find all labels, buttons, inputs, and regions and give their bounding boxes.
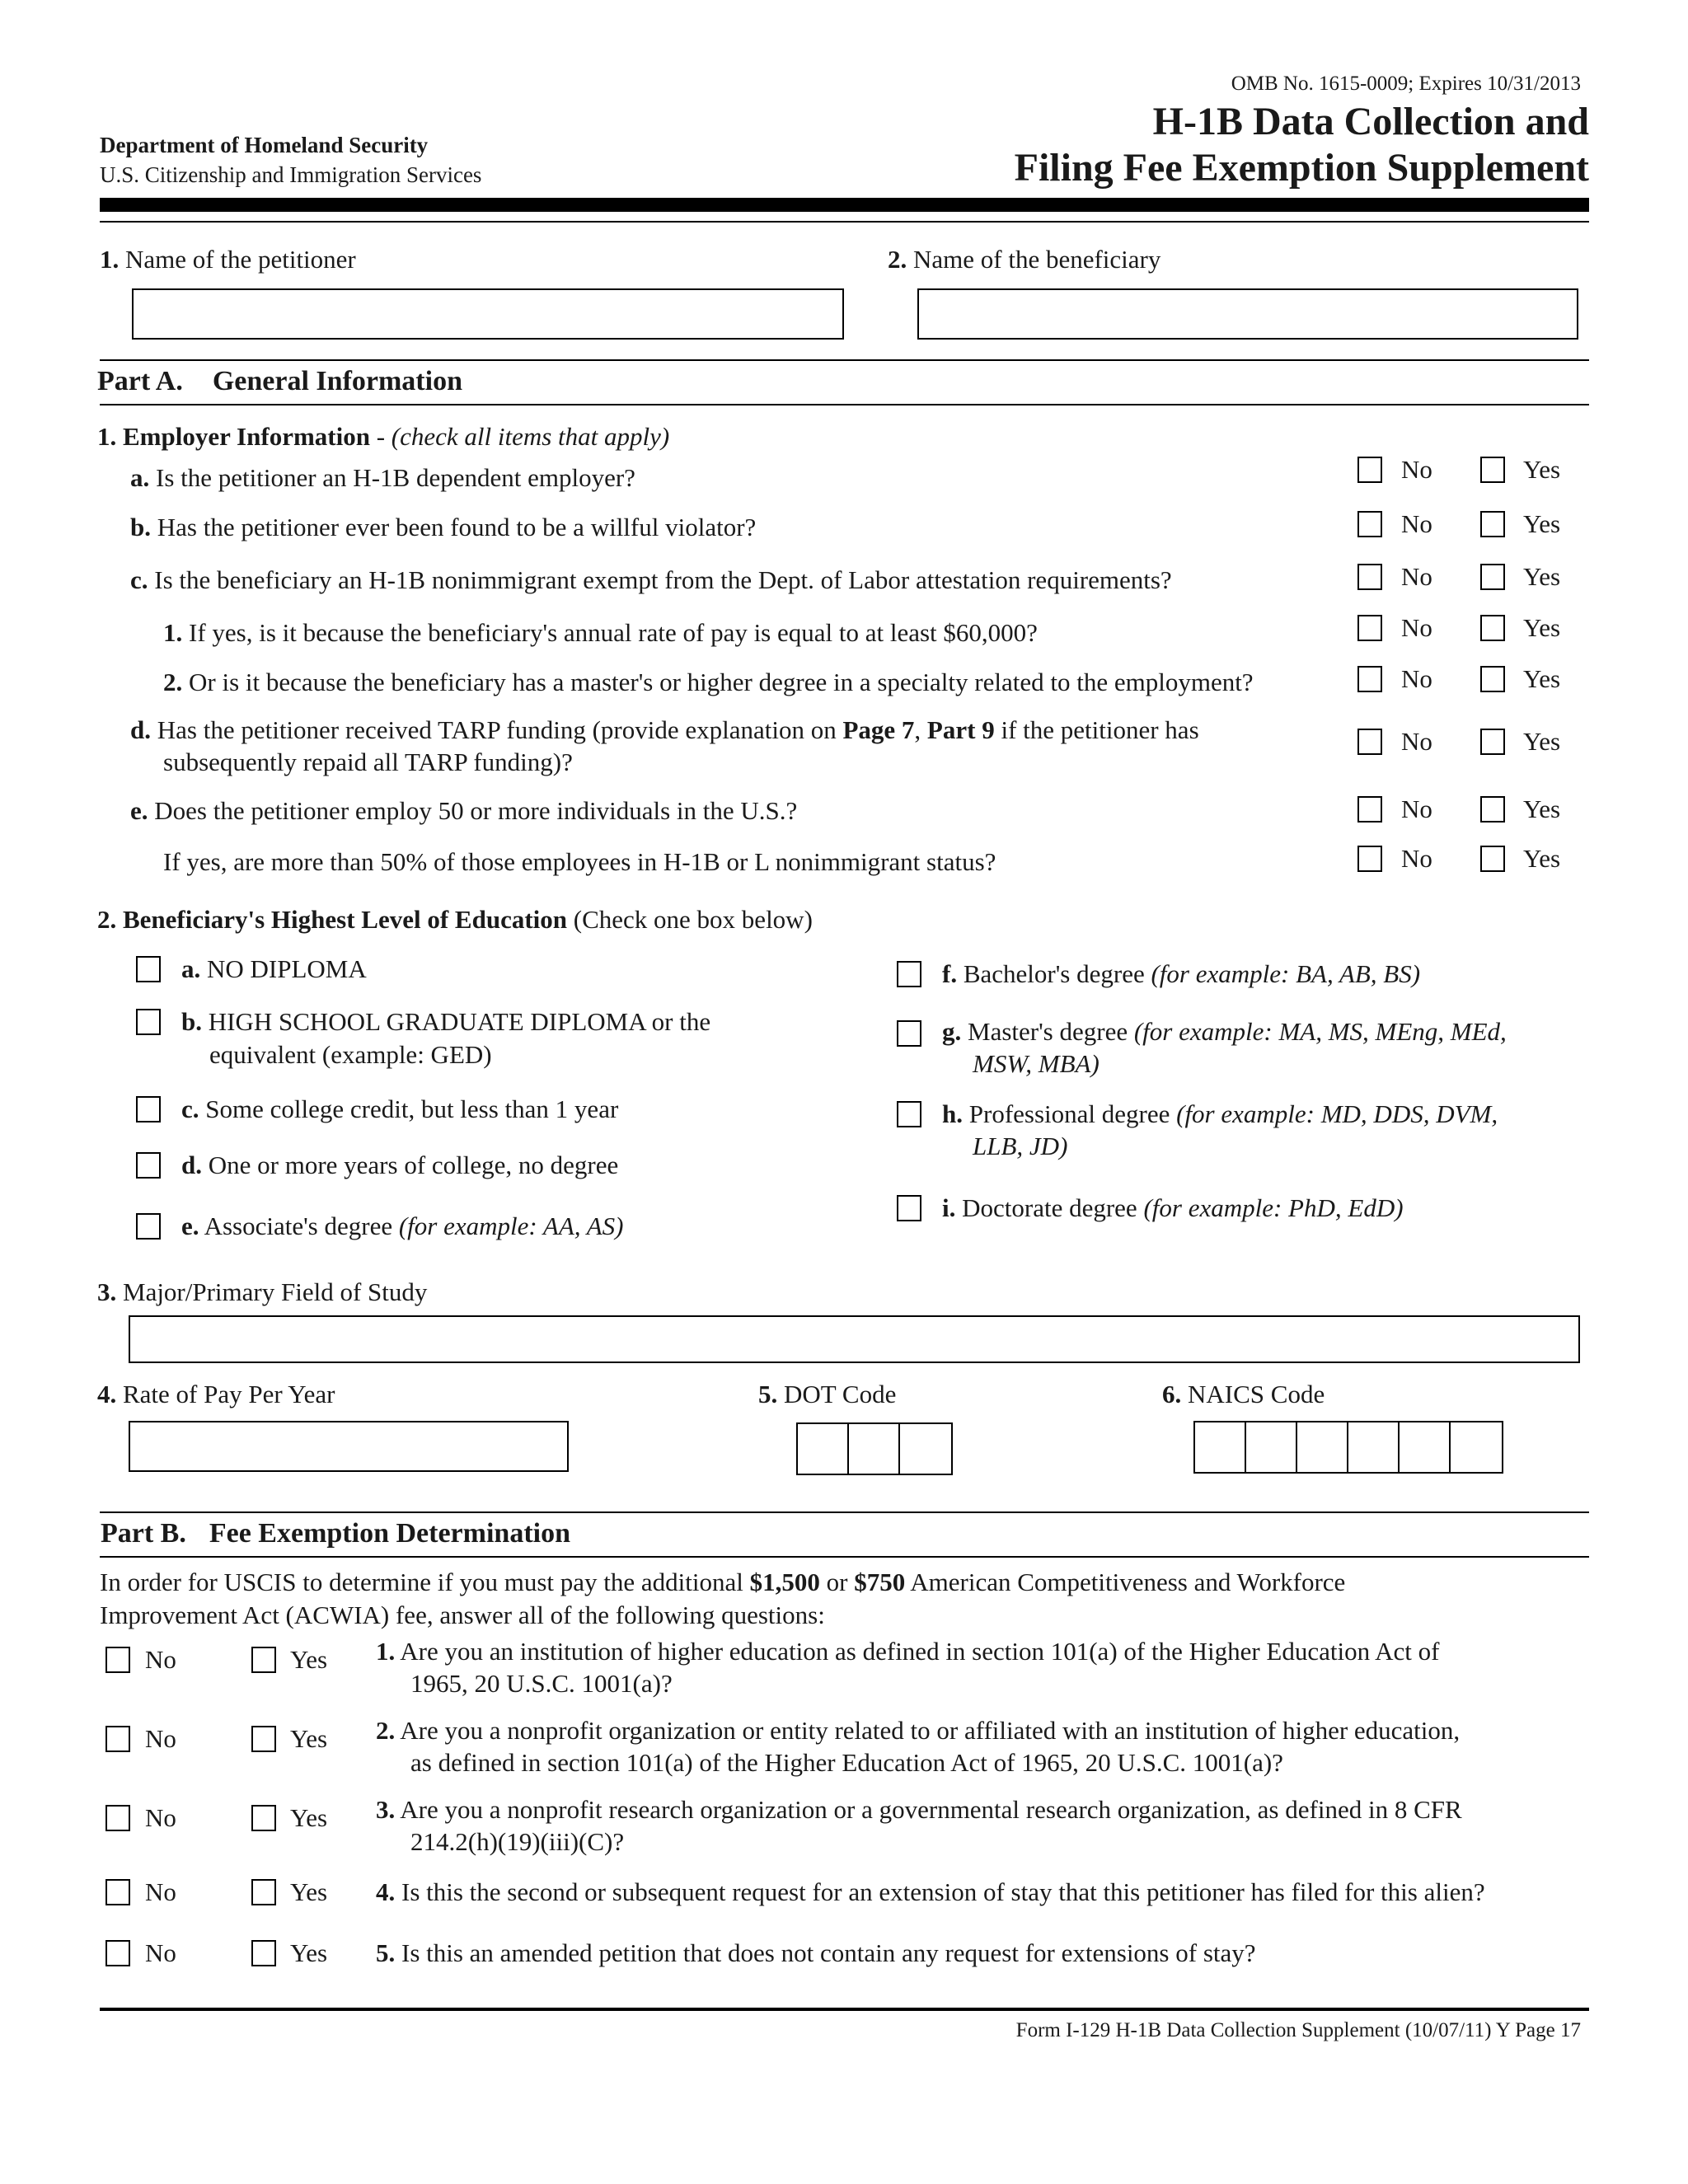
naics-code-cell[interactable] xyxy=(1400,1422,1451,1472)
dot-code-label: 5. DOT Code xyxy=(758,1380,897,1408)
q1a-no-label: No xyxy=(1401,455,1432,484)
naics-code-cell[interactable] xyxy=(1246,1422,1297,1472)
field-of-study-label: 3. Major/Primary Field of Study xyxy=(97,1277,428,1306)
b1-no-checkbox[interactable] xyxy=(106,1647,130,1673)
dot-code-cell[interactable] xyxy=(849,1424,900,1474)
education-d-label: d. One or more years of college, no degree xyxy=(181,1151,619,1179)
agency-name: Department of Homeland Security xyxy=(100,133,429,157)
naics-code-cell[interactable] xyxy=(1195,1422,1246,1472)
part-a-top-rule xyxy=(100,359,1589,361)
q1e1-yes-checkbox[interactable] xyxy=(1480,846,1505,872)
q1e-yes-checkbox[interactable] xyxy=(1480,796,1505,823)
b5-yes-label: Yes xyxy=(290,1938,328,1967)
question-1e: e. Does the petitioner employ 50 or more individuals in the U.S.? xyxy=(130,796,798,825)
q1e-yes-label: Yes xyxy=(1523,794,1561,823)
naics-code-cell[interactable] xyxy=(1348,1422,1400,1472)
education-b-label-line2: equivalent (example: GED) xyxy=(209,1040,492,1069)
part-a-heading: Part A. General Information xyxy=(97,366,462,396)
q1c1-yes-label: Yes xyxy=(1523,613,1561,642)
education-g-label-line2: MSW, MBA) xyxy=(973,1049,1100,1078)
education-b-checkbox[interactable] xyxy=(136,1009,161,1035)
question-1b: b. Has the petitioner ever been found to be a willful violator? xyxy=(130,513,757,541)
naics-code-cell[interactable] xyxy=(1451,1422,1502,1472)
question-1e-followup: If yes, are more than 50% of those employees in H-1B or L nonimmigrant status? xyxy=(163,847,996,876)
b3-yes-label: Yes xyxy=(290,1803,328,1832)
petitioner-name-input[interactable] xyxy=(132,288,844,340)
b4-yes-label: Yes xyxy=(290,1877,328,1906)
q1c-no-checkbox[interactable] xyxy=(1357,564,1382,590)
q1e-no-checkbox[interactable] xyxy=(1357,796,1382,823)
q1c2-no-label: No xyxy=(1401,664,1432,693)
q1d-no-label: No xyxy=(1401,727,1432,756)
footer-form-id: Form I-129 H-1B Data Collection Supplement (10/07/11) Y Page 17 xyxy=(1015,2019,1581,2041)
part-b-question-2: 2. Are you a nonprofit organization or entity related to or affiliated with an institution of higher education, xyxy=(376,1716,1461,1745)
q1c1-no-label: No xyxy=(1401,613,1432,642)
education-b-label: b. HIGH SCHOOL GRADUATE DIPLOMA or the xyxy=(181,1007,711,1036)
q1c1-no-checkbox[interactable] xyxy=(1357,615,1382,641)
field-of-study-input[interactable] xyxy=(129,1315,1580,1363)
header-divider xyxy=(100,198,1589,212)
part-b-question-3-line2: 214.2(h)(19)(iii)(C)? xyxy=(410,1827,625,1856)
education-heading: 2. Beneficiary's Highest Level of Education (Check one box below) xyxy=(97,905,813,934)
petitioner-label: 1. Name of the petitioner xyxy=(100,245,356,274)
q1c1-yes-checkbox[interactable] xyxy=(1480,615,1505,641)
q1d-no-checkbox[interactable] xyxy=(1357,729,1382,755)
question-1d-line2: subsequently repaid all TARP funding)? xyxy=(163,748,573,776)
question-1c-1: 1. If yes, is it because the beneficiary's annual rate of pay is equal to at least $60,000? xyxy=(163,618,1038,647)
q1c-no-label: No xyxy=(1401,562,1432,591)
education-h-checkbox[interactable] xyxy=(897,1101,921,1127)
education-h-label: h. Professional degree (for example: MD, DDS, DVM, xyxy=(942,1099,1498,1128)
form-title-line2: Filing Fee Exemption Supplement xyxy=(1014,146,1589,190)
dot-code-cell[interactable] xyxy=(798,1424,849,1474)
naics-code-cell[interactable] xyxy=(1297,1422,1348,1472)
b2-no-label: No xyxy=(145,1724,176,1753)
q1b-yes-label: Yes xyxy=(1523,509,1561,538)
education-h-label-line2: LLB, JD) xyxy=(973,1132,1068,1160)
q1b-no-checkbox[interactable] xyxy=(1357,511,1382,537)
rate-of-pay-input[interactable] xyxy=(129,1421,569,1472)
q1e1-no-label: No xyxy=(1401,844,1432,873)
q1a-yes-label: Yes xyxy=(1523,455,1561,484)
naics-code-input[interactable] xyxy=(1193,1421,1503,1474)
beneficiary-name-input[interactable] xyxy=(917,288,1578,340)
b2-no-checkbox[interactable] xyxy=(106,1726,130,1752)
employer-info-heading: 1. Employer Information - (check all items that apply) xyxy=(97,422,670,451)
b2-yes-checkbox[interactable] xyxy=(251,1726,276,1752)
question-1c: c. Is the beneficiary an H-1B nonimmigrant exempt from the Dept. of Labor attestation requirements? xyxy=(130,565,1172,594)
education-d-checkbox[interactable] xyxy=(136,1152,161,1179)
b5-no-label: No xyxy=(145,1938,176,1967)
dot-code-input[interactable] xyxy=(796,1422,953,1475)
part-b-question-4: 4. Is this the second or subsequent request for an extension of stay that this petitioner has filed for this alien? xyxy=(376,1877,1485,1906)
part-b-top-rule xyxy=(100,1511,1589,1513)
q1c-yes-checkbox[interactable] xyxy=(1480,564,1505,590)
q1c2-yes-label: Yes xyxy=(1523,664,1561,693)
b4-no-checkbox[interactable] xyxy=(106,1879,130,1905)
part-b-intro: In order for USCIS to determine if you must pay the additional $1,500 or $750 American Competitiveness and Workforce xyxy=(100,1568,1346,1596)
education-g-label: g. Master's degree (for example: MA, MS, MEng, MEd, xyxy=(942,1017,1507,1046)
part-b-intro-line2: Improvement Act (ACWIA) fee, answer all of the following questions: xyxy=(100,1601,825,1629)
q1a-yes-checkbox[interactable] xyxy=(1480,457,1505,483)
q1b-no-label: No xyxy=(1401,509,1432,538)
education-f-label: f. Bachelor's degree (for example: BA, AB, BS) xyxy=(942,959,1421,988)
part-b-question-3: 3. Are you a nonprofit research organization or a governmental research organization, as defined in 8 CFR xyxy=(376,1795,1462,1824)
agency-subname: U.S. Citizenship and Immigration Services xyxy=(100,162,482,187)
b3-yes-checkbox[interactable] xyxy=(251,1805,276,1831)
b2-yes-label: Yes xyxy=(290,1724,328,1753)
omb-number: OMB No. 1615-0009; Expires 10/31/2013 xyxy=(1231,73,1581,95)
q1c2-no-checkbox[interactable] xyxy=(1357,666,1382,692)
part-b-question-1-line2: 1965, 20 U.S.C. 1001(a)? xyxy=(410,1669,673,1698)
b3-no-checkbox[interactable] xyxy=(106,1805,130,1831)
dot-code-cell[interactable] xyxy=(900,1424,951,1474)
b5-no-checkbox[interactable] xyxy=(106,1940,130,1966)
b4-no-label: No xyxy=(145,1877,176,1906)
b4-yes-checkbox[interactable] xyxy=(251,1879,276,1905)
question-1a: a. Is the petitioner an H-1B dependent employer? xyxy=(130,463,635,492)
part-b-bottom-rule xyxy=(100,1556,1589,1558)
b1-yes-checkbox[interactable] xyxy=(251,1647,276,1673)
part-b-heading: Part B. Fee Exemption Determination xyxy=(101,1518,570,1549)
naics-code-label: 6. NAICS Code xyxy=(1162,1380,1325,1408)
education-e-checkbox[interactable] xyxy=(136,1213,161,1240)
b1-no-label: No xyxy=(145,1645,176,1674)
beneficiary-label: 2. Name of the beneficiary xyxy=(888,245,1161,274)
q1d-yes-label: Yes xyxy=(1523,727,1561,756)
q1e-no-label: No xyxy=(1401,794,1432,823)
education-f-checkbox[interactable] xyxy=(897,961,921,987)
q1e1-yes-label: Yes xyxy=(1523,844,1561,873)
b1-yes-label: Yes xyxy=(290,1645,328,1674)
q1c-yes-label: Yes xyxy=(1523,562,1561,591)
form-title-line1: H-1B Data Collection and xyxy=(1152,100,1589,143)
education-a-label: a. NO DIPLOMA xyxy=(181,954,367,983)
b5-yes-checkbox[interactable] xyxy=(251,1940,276,1966)
part-b-question-1: 1. Are you an institution of higher education as defined in section 101(a) of the Higher Education Act of xyxy=(376,1637,1440,1666)
education-c-checkbox[interactable] xyxy=(136,1096,161,1122)
education-a-checkbox[interactable] xyxy=(136,956,161,982)
q1d-yes-checkbox[interactable] xyxy=(1480,729,1505,755)
question-1d: d. Has the petitioner received TARP funding (provide explanation on Page 7, Part 9 if the petitioner has xyxy=(130,715,1199,744)
education-i-label: i. Doctorate degree (for example: PhD, EdD) xyxy=(942,1193,1404,1222)
q1e1-no-checkbox[interactable] xyxy=(1357,846,1382,872)
question-1c-2: 2. Or is it because the beneficiary has a master's or higher degree in a specialty related to the employment? xyxy=(163,668,1254,696)
header-rule xyxy=(100,221,1589,223)
q1a-no-checkbox[interactable] xyxy=(1357,457,1382,483)
part-b-question-5: 5. Is this an amended petition that does not contain any request for extensions of stay? xyxy=(376,1938,1256,1967)
q1b-yes-checkbox[interactable] xyxy=(1480,511,1505,537)
rate-of-pay-label: 4. Rate of Pay Per Year xyxy=(97,1380,335,1408)
footer-rule xyxy=(100,2008,1589,2011)
education-c-label: c. Some college credit, but less than 1 year xyxy=(181,1094,619,1123)
part-a-bottom-rule xyxy=(100,404,1589,405)
b3-no-label: No xyxy=(145,1803,176,1832)
q1c2-yes-checkbox[interactable] xyxy=(1480,666,1505,692)
education-g-checkbox[interactable] xyxy=(897,1020,921,1047)
part-b-question-2-line2: as defined in section 101(a) of the Higher Education Act of 1965, 20 U.S.C. 1001(a)? xyxy=(410,1748,1283,1777)
education-e-label: e. Associate's degree (for example: AA, AS) xyxy=(181,1212,624,1240)
education-i-checkbox[interactable] xyxy=(897,1195,921,1221)
